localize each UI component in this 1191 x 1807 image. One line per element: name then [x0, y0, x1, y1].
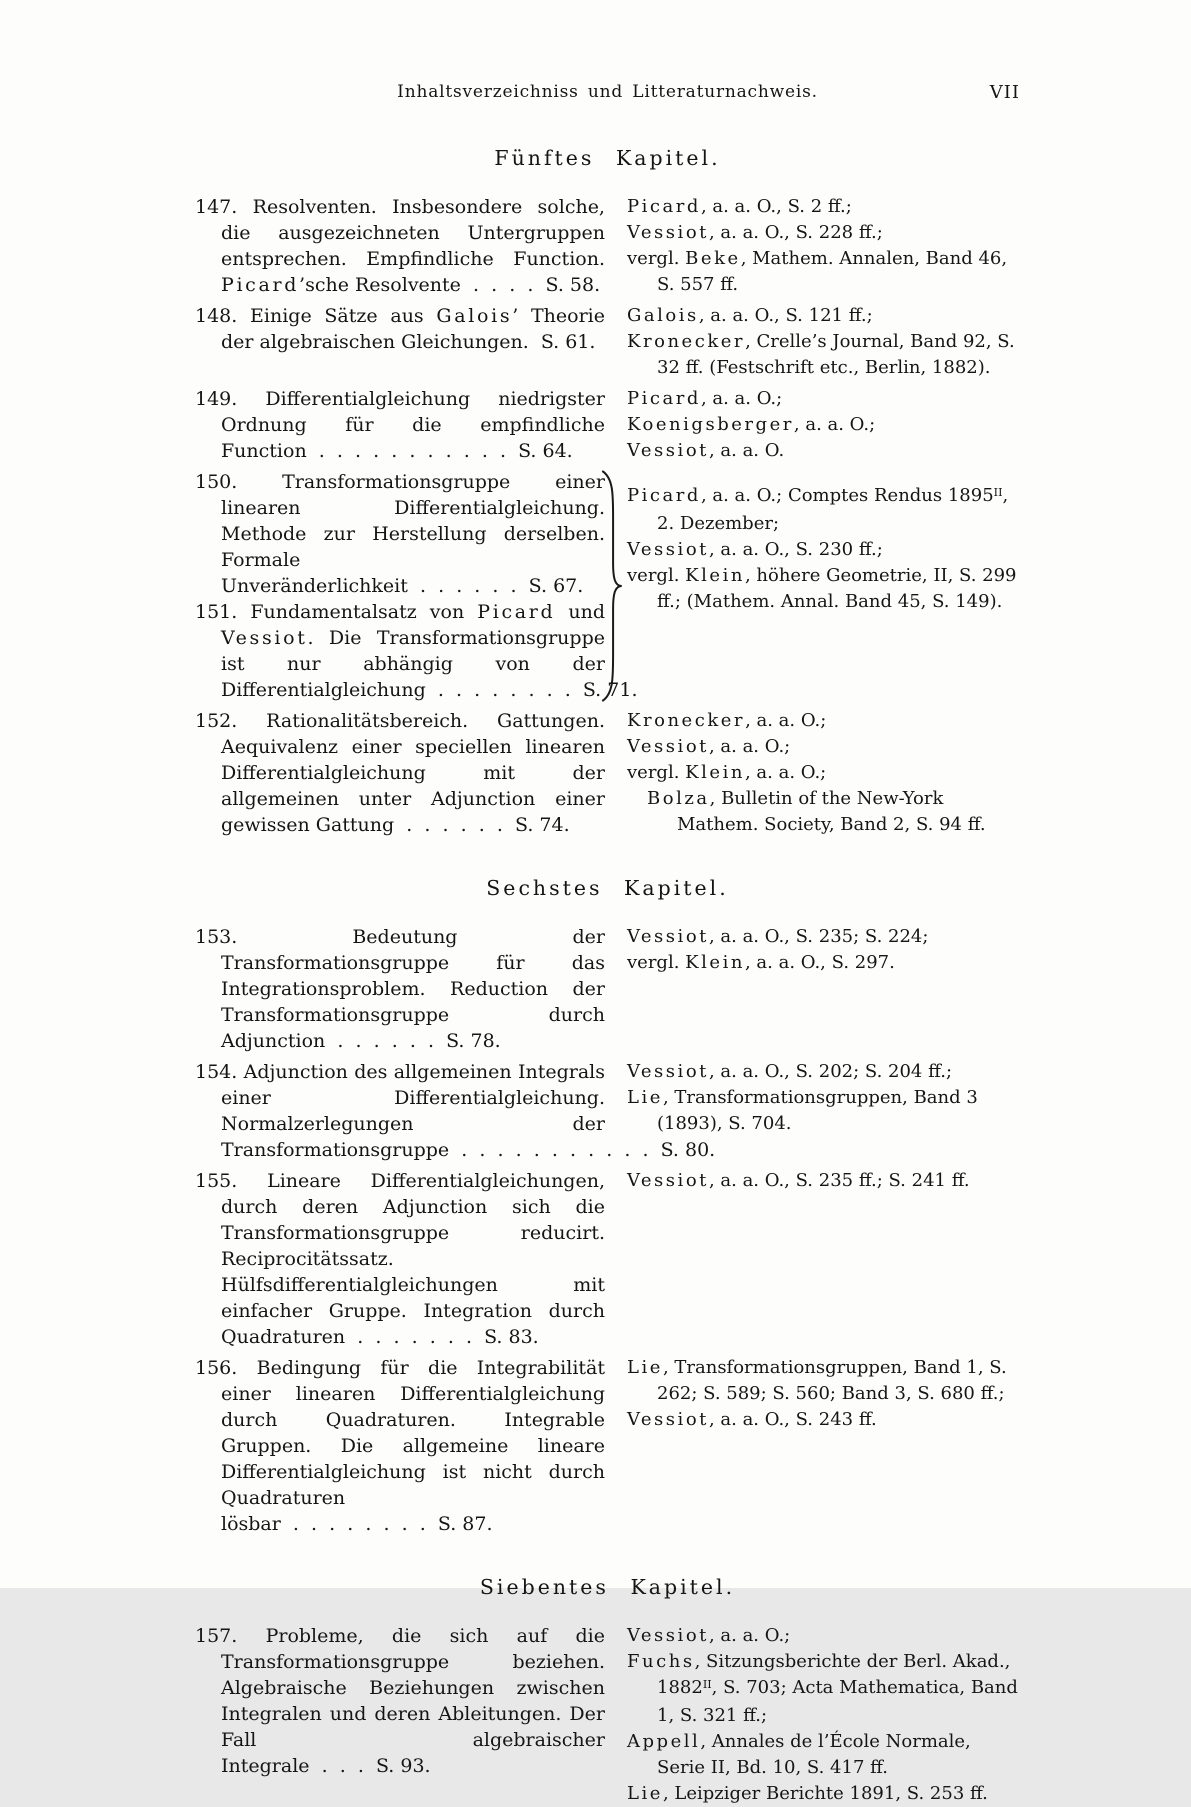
reference-entry: vergl. Klein, a. a. O., S. 297.	[627, 952, 895, 973]
leader-dots: . . . .	[460, 274, 534, 296]
page-ref: S. 67.	[516, 575, 584, 597]
entry-number: 156.	[195, 1357, 257, 1379]
toc-row	[195, 1623, 1020, 1807]
column-gutter	[605, 1168, 627, 1350]
leader-dots: . . .	[309, 1755, 364, 1777]
references-column	[627, 483, 1020, 615]
table-of-contents	[195, 146, 1020, 1807]
toc-row	[195, 194, 1020, 298]
page-ref: S. 64.	[506, 440, 573, 462]
spaced-name: Vessiot	[627, 440, 709, 461]
entries-column	[195, 194, 605, 298]
page-ref: S. 78.	[434, 1030, 501, 1052]
column-gutter	[605, 386, 627, 464]
spaced-name: Vessiot	[627, 1409, 709, 1430]
entries-column	[195, 924, 605, 1054]
toc-row	[195, 303, 1020, 381]
toc-row	[195, 1355, 1020, 1537]
reference-entry: vergl. Klein, höhere Geometrie, II, S. 299 ff.; (Mathem. Annal. Band 45, S. 149).	[627, 565, 1017, 612]
reference-entry: Bolza, Bulletin of the New-York Mathem. Society, Band 2, S. 94 ff.	[647, 788, 986, 835]
superscript: II	[993, 485, 1003, 499]
spaced-name: Vessiot	[627, 222, 709, 243]
page-ref: S. 83.	[472, 1326, 539, 1348]
toc-entry: 153. Bedeutung der Transformationsgruppe für das Integrationsproblem. Reduction der Transformationsgruppe durch Adjunction . . . . . . S. 78.	[195, 926, 605, 1052]
leader-dots: . . . . . .	[325, 1030, 434, 1052]
page-number: VII	[989, 82, 1020, 103]
reference-entry: Picard, a. a. O.; Comptes Rendus 1895$^{II}$, 2. Dezember;	[627, 485, 1009, 534]
spaced-name: Kronecker	[627, 331, 746, 352]
spaced-name: Vessiot	[627, 926, 709, 947]
reference-entry: Lie, Transformationsgruppen, Band 3 (1893), S. 704.	[627, 1087, 978, 1134]
toc-row	[195, 386, 1020, 464]
leader-dots: . . . . . . . . . . .	[306, 440, 506, 462]
page-ref: S. 71.	[570, 679, 638, 701]
entry-number: 154.	[195, 1061, 244, 1083]
entry-number: 157.	[195, 1625, 266, 1647]
column-gutter	[605, 469, 627, 703]
reference-entry: Lie, Transformationsgruppen, Band 1, S. 262; S. 589; S. 560; Band 3, S. 680 ff.;	[627, 1357, 1007, 1404]
spaced-name: Klein	[685, 565, 745, 586]
entries-column	[195, 303, 605, 355]
leader-dots: . . . . . . . .	[280, 1513, 426, 1535]
entries-column	[195, 1355, 605, 1537]
spaced-name: Vessiot	[221, 627, 308, 649]
toc-entry: 155. Lineare Differentialgleichungen, durch deren Adjunction sich die Transformationsgruppe reducirt. Reciprocitätssatz. Hülfsdifferentialgleichungen mit einfacher Gruppe. Integration durch Quadraturen . . . . . . . S. 83.	[195, 1170, 605, 1348]
spaced-name: Vessiot	[627, 736, 709, 757]
superscript: II	[702, 1677, 712, 1691]
entry-number: 151.	[195, 601, 251, 623]
reference-entry: Vessiot, a. a. O., S. 228 ff.;	[627, 222, 883, 243]
spaced-name: Picard	[627, 388, 701, 409]
toc-entry: 157. Probleme, die sich auf die Transformationsgruppe beziehen. Algebraische Beziehungen zwischen Integralen und deren Ableitungen. Der Fall algebraischer Integrale . . . S. 93.	[195, 1625, 605, 1777]
group-brace	[599, 471, 625, 701]
references-column	[627, 924, 1020, 976]
spaced-name: Galois	[436, 305, 513, 327]
spaced-name: Picard	[221, 274, 300, 296]
references-column	[627, 708, 1020, 838]
page-ref: S. 93.	[363, 1755, 431, 1777]
references-column	[627, 194, 1020, 298]
leader-dots: . . . . . .	[407, 575, 517, 597]
spaced-name: Kronecker	[627, 710, 746, 731]
reference-entry: vergl. Klein, a. a. O.;	[627, 762, 827, 783]
spaced-name: Klein	[685, 952, 745, 973]
toc-entry: 148. Einige Sätze aus Galois’ Theorie der algebraischen Gleichungen. S. 61.	[195, 305, 605, 353]
leader-dots: . . . . . . .	[345, 1326, 472, 1348]
page-ref: S. 80.	[648, 1139, 716, 1161]
spaced-name: Lie	[627, 1783, 663, 1804]
column-gutter	[605, 1623, 627, 1807]
toc-row	[195, 1059, 1020, 1163]
spaced-name: Vessiot	[627, 1170, 709, 1191]
references-column	[627, 1355, 1020, 1433]
leader-dots: . . . . . . . .	[425, 679, 571, 701]
reference-entry: Appell, Annales de l’École Normale, Serie II, Bd. 10, S. 417 ff.	[627, 1731, 971, 1778]
page-ref: S. 87.	[425, 1513, 493, 1535]
column-gutter	[605, 303, 627, 381]
toc-entry: 147. Resolventen. Insbesondere solche, die ausgezeichneten Untergruppen entsprechen. Empfindliche Function. Picard’sche Resolvente . . . . S. 58.	[195, 196, 605, 296]
chapter-heading: Sechstes Kapitel.	[486, 876, 729, 900]
reference-entry: Picard, a. a. O., S. 2 ff.;	[627, 196, 852, 217]
page-ref: S. 58.	[533, 274, 601, 296]
spaced-name: Picard	[477, 601, 556, 623]
column-gutter	[605, 708, 627, 838]
running-head	[195, 82, 1020, 108]
references-column	[627, 303, 1020, 381]
leader-dots: . . . . . .	[394, 814, 503, 836]
spaced-name: Vessiot	[627, 539, 709, 560]
entries-column	[195, 1623, 605, 1779]
spaced-name: Klein	[685, 762, 745, 783]
reference-entry: Vessiot, a. a. O., S. 202; S. 204 ff.;	[627, 1061, 953, 1082]
spaced-name: Bolza	[647, 788, 710, 809]
entry-number: 148.	[195, 305, 251, 327]
spaced-name: Beke	[685, 248, 741, 269]
entries-column	[195, 708, 605, 838]
toc-row	[195, 708, 1020, 838]
reference-entry: vergl. Beke, Mathem. Annalen, Band 46, S. 557 ff.	[627, 248, 1008, 295]
reference-entry: Fuchs, Sitzungsberichte der Berl. Akad., 1882$^{II}$, S. 703; Acta Mathematica, Band 1, S. 321 ff.;	[627, 1651, 1018, 1726]
chapter-heading: Fünftes Kapitel.	[494, 146, 721, 170]
toc-entry: 150. Transformationsgruppe einer linearen Differentialgleichung. Methode zur Herstellung derselben. Formale Unveränderlichkeit . . . . . . S. 67.	[195, 471, 605, 597]
toc-entry: 149. Differentialgleichung niedrigster Ordnung für die empfindliche Function . . . . . . . . . . . S. 64.	[195, 388, 605, 462]
column-gutter	[605, 924, 627, 1054]
reference-entry: Galois, a. a. O., S. 121 ff.;	[627, 305, 873, 326]
reference-entry: Vessiot, a. a. O., S. 243 ff.	[627, 1409, 877, 1430]
entry-number: 147.	[195, 196, 253, 218]
entry-number: 152.	[195, 710, 267, 732]
reference-entry: Picard, a. a. O.;	[627, 388, 783, 409]
entry-number: 150.	[195, 471, 283, 493]
reference-entry: Koenigsberger, a. a. O.;	[627, 414, 876, 435]
spaced-name: Picard	[627, 485, 701, 506]
spaced-name: Picard	[627, 196, 701, 217]
column-gutter	[605, 1059, 627, 1163]
reference-entry: Vessiot, a. a. O.;	[627, 736, 791, 757]
toc-row	[195, 1168, 1020, 1350]
entry-number: 153.	[195, 926, 353, 948]
spaced-name: Koenigsberger	[627, 414, 794, 435]
spaced-name: Lie	[627, 1357, 663, 1378]
references-column	[627, 1059, 1020, 1137]
spaced-name: Vessiot	[627, 1625, 709, 1646]
reference-entry: Kronecker, a. a. O.;	[627, 710, 827, 731]
spaced-name: Lie	[627, 1087, 663, 1108]
leader-dots: . . . . . . . . . . .	[449, 1139, 649, 1161]
entry-number: 155.	[195, 1170, 268, 1192]
reference-entry: Vessiot, a. a. O., S. 235; S. 224;	[627, 926, 929, 947]
page-ref: S. 74.	[502, 814, 570, 836]
reference-entry: Vessiot, a. a. O., S. 235 ff.; S. 241 ff.	[627, 1170, 970, 1191]
spaced-name: Fuchs	[627, 1651, 695, 1672]
toc-row	[195, 469, 1020, 703]
references-column	[627, 1168, 1020, 1194]
reference-entry: Lie, Leipziger Berichte 1891, S. 253 ff.	[627, 1783, 988, 1804]
column-gutter	[605, 1355, 627, 1537]
running-head-title: Inhaltsverzeichniss und Litteraturnachweis.	[397, 82, 818, 102]
entries-column	[195, 386, 605, 464]
reference-entry: Vessiot, a. a. O., S. 230 ff.;	[627, 539, 883, 560]
spaced-name: Vessiot	[627, 1061, 709, 1082]
toc-entry: 152. Rationalitätsbereich. Gattungen. Aequivalenz einer speciellen linearen Differentialgleichung mit der allgemeinen unter Adjunction einer gewissen Gattung . . . . . . S. 74.	[195, 710, 605, 836]
entries-column	[195, 1168, 605, 1350]
spaced-name: Galois	[627, 305, 699, 326]
references-column	[627, 1623, 1020, 1807]
toc-entry: 151. Fundamentalsatz von Picard und Vessiot. Die Transformationsgruppe ist nur abhängig von der Differentialgleichung . . . . . . . . S. 71.	[195, 601, 638, 701]
toc-row	[195, 924, 1020, 1054]
entries-column	[195, 469, 638, 703]
column-gutter	[605, 194, 627, 298]
entry-number: 149.	[195, 388, 266, 410]
reference-entry: Kronecker, Crelle’s Journal, Band 92, S. 32 ff. (Festschrift etc., Berlin, 1882).	[627, 331, 1015, 378]
chapter-heading: Siebentes Kapitel.	[479, 1575, 736, 1599]
references-column	[627, 386, 1020, 464]
spaced-name: Appell	[627, 1731, 701, 1752]
reference-entry: Vessiot, a. a. O.;	[627, 1625, 791, 1646]
toc-entry: 156. Bedingung für die Integrabilität einer linearen Differentialgleichung durch Quadraturen. Integrable Gruppen. Die allgemeine lineare Differentialgleichung ist nicht durch Quadraturen lösbar . . . . . . . . S. 87.	[195, 1357, 605, 1535]
toc-entry: 154. Adjunction des allgemeinen Integrals einer Differentialgleichung. Normalzerlegungen der Transformationsgruppe . . . . . . . . . . . S. 80.	[195, 1061, 716, 1161]
page-ref: S. 61.	[528, 331, 596, 353]
reference-entry: Vessiot, a. a. O.	[627, 440, 785, 461]
